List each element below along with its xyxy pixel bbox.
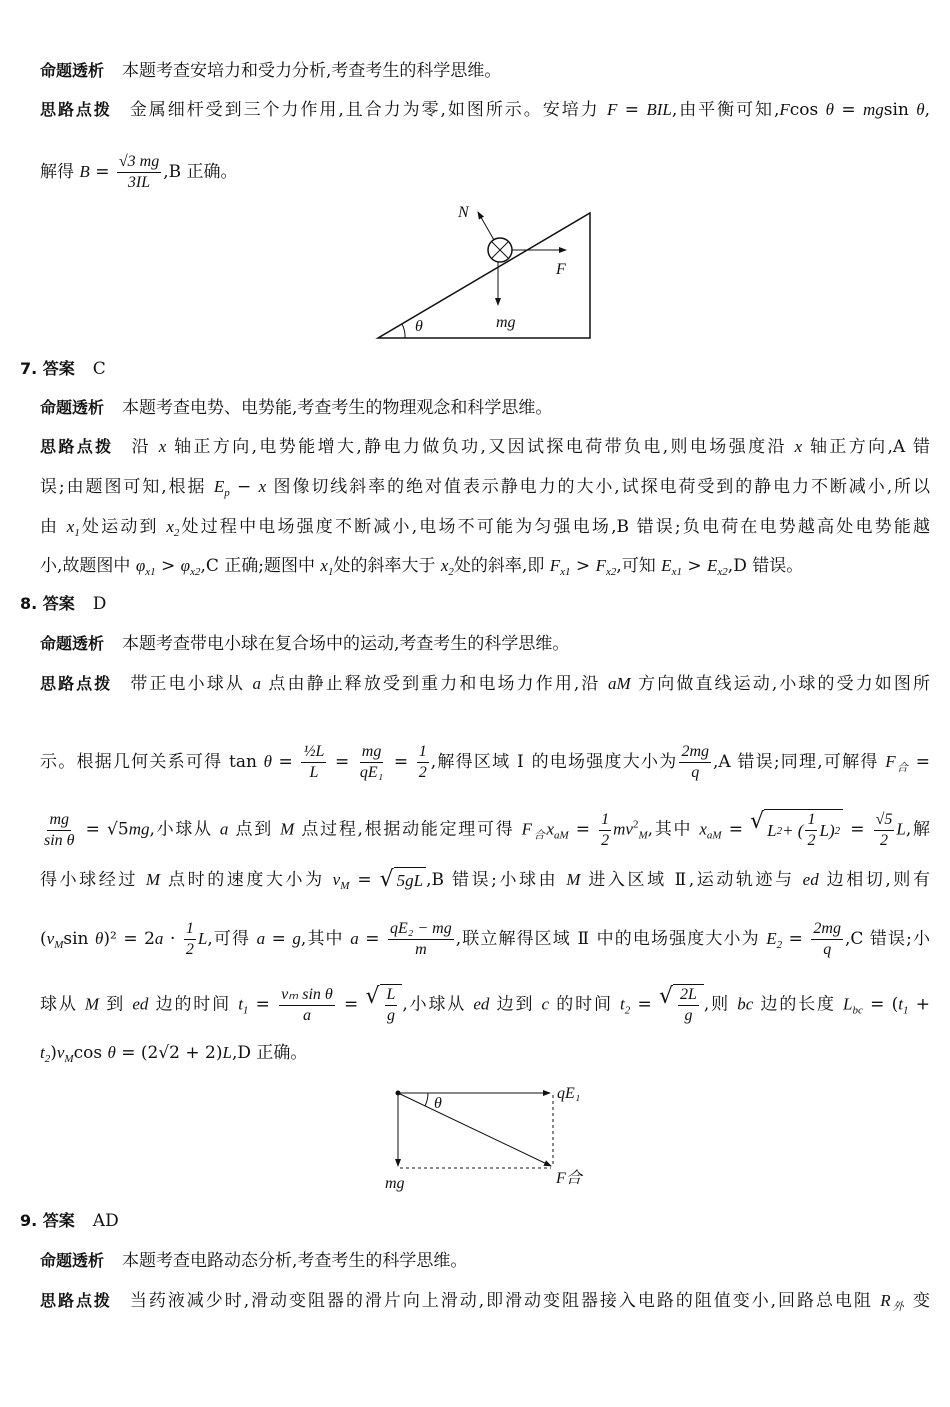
text: 变 (905, 1291, 930, 1311)
math-symbol: t (40, 1043, 45, 1062)
fraction-numerator: ½L (301, 742, 326, 763)
text: ,解 (905, 819, 930, 840)
fraction-numerator: qE₂ − mg (388, 919, 454, 940)
subscript: 2 (776, 939, 783, 951)
math-symbol: x (794, 437, 803, 456)
section-label: 7. 答案 (20, 359, 75, 378)
text: = (909, 752, 931, 772)
math-symbol: x (158, 437, 167, 456)
fraction-numerator: 1 (805, 810, 817, 831)
text: = (358, 929, 386, 949)
subscript: x2 (717, 566, 728, 578)
radical-sign-icon: √ (365, 984, 380, 1009)
text: ,解得区域 Ⅰ 的电场强度大小为 (430, 752, 678, 772)
text: + (908, 994, 930, 1015)
fraction-denominator: 3IL (127, 174, 151, 191)
text: + ( (782, 820, 804, 840)
math-symbol: ed (802, 870, 819, 889)
section-label: 9. 答案 (20, 1211, 75, 1230)
subscript: x1 (671, 566, 682, 578)
math-symbol: E (661, 556, 672, 575)
text: = (843, 819, 872, 840)
text: 本题考查电势、电势能,考查考生的物理观念和科学思维。 (122, 398, 553, 418)
text: 处的斜率,即 (453, 556, 550, 576)
math-symbol: M (566, 870, 581, 889)
fraction-numerator: 2mg (679, 742, 711, 763)
fraction-denominator: q (823, 941, 832, 958)
radical-sign-icon: √ (658, 984, 674, 1009)
text: = (387, 752, 415, 772)
text: = (328, 752, 356, 772)
subscript: M (64, 1053, 74, 1065)
math-symbol: θ (916, 100, 925, 119)
fraction-denominator: 2 (185, 941, 194, 958)
fraction-numerator: mg (47, 810, 71, 831)
math-symbol: mg (128, 819, 150, 839)
section-label: 思路点拨 (40, 437, 114, 456)
section-label: 命题透析 (40, 1251, 105, 1270)
text: cos (73, 1043, 108, 1063)
text: ,D 错误。 (727, 556, 804, 576)
math-symbol: F (549, 556, 561, 575)
text: ( (40, 929, 47, 949)
math-symbol: M (84, 994, 100, 1014)
math-symbol: a (252, 674, 261, 693)
subscript: 1 (902, 1004, 909, 1017)
text: 示。根据几何关系可得 tan (40, 752, 264, 772)
text: 的时间 (549, 994, 621, 1015)
text: 误;由题图可知,根据 (40, 477, 214, 497)
math-symbol: t (238, 994, 243, 1014)
section-label: 思路点拨 (40, 674, 113, 693)
text: 点到 (228, 819, 281, 840)
text: ,B 错误;小球由 (426, 870, 567, 890)
math-symbol: aM (608, 674, 631, 693)
text: 到 (99, 994, 133, 1015)
text: ,由平衡可知, (671, 100, 780, 120)
math-symbol: mv (613, 819, 633, 839)
fraction-denominator: g (684, 1007, 693, 1024)
math-symbol: θ (825, 100, 834, 119)
label-f-net: F合 (556, 1170, 582, 1187)
math-symbol: x (699, 819, 707, 839)
text: = (630, 994, 659, 1015)
label-theta: θ (434, 1095, 442, 1112)
text: ,小球从 (149, 819, 220, 840)
fraction-numerator: 2L (678, 985, 699, 1006)
math-symbol: x (440, 556, 449, 575)
fraction-denominator: q (691, 764, 700, 781)
math-symbol: φ (180, 556, 191, 575)
math-symbol: E (766, 929, 777, 948)
math-symbol: x (546, 819, 554, 839)
fraction-denominator: 2 (807, 832, 816, 849)
fraction-denominator: qE₁ (359, 764, 384, 781)
text: = (265, 929, 293, 949)
math-symbol: BIL (646, 100, 672, 119)
subscript: aM (706, 829, 722, 842)
text: 边相切,则有 (818, 870, 930, 890)
subscript: 2 (173, 527, 180, 539)
superscript: 2 (834, 824, 841, 837)
label-mg: mg (496, 314, 516, 331)
text: = (248, 994, 278, 1015)
math-symbol: t (620, 994, 625, 1014)
text: = (833, 100, 863, 120)
math-symbol: θ (107, 1043, 116, 1062)
math-symbol: L (819, 820, 829, 840)
math-symbol: g (292, 929, 301, 948)
fraction-numerator: 1 (599, 810, 611, 831)
text: 边的时间 (148, 994, 239, 1015)
math-symbol: c (541, 994, 550, 1014)
text: 球从 (40, 994, 85, 1015)
text: ) (828, 820, 835, 840)
math-symbol: x (258, 477, 267, 496)
text: = (349, 870, 380, 890)
text: · (163, 929, 182, 949)
text: ,A 错误;同理,可解得 (713, 752, 886, 772)
math-symbol: v (56, 1043, 65, 1062)
text: = (89, 162, 115, 182)
radical-sign-icon: √ (750, 809, 765, 834)
math-symbol: x (320, 556, 328, 575)
text: cos (789, 100, 826, 120)
text: sin (883, 100, 917, 120)
math-symbol: E (707, 556, 718, 575)
subscript: 2 (448, 566, 454, 578)
subscript: bc (852, 1004, 863, 1017)
text: 点由静止释放受到重力和电场力作用,沿 (260, 674, 609, 694)
math-symbol: M (145, 870, 161, 889)
text: 边到 (489, 994, 542, 1015)
subscript: x1 (560, 566, 571, 578)
text: ,C 错误;小 (844, 929, 930, 949)
text: = (617, 100, 647, 120)
fraction-denominator: g (386, 1007, 395, 1024)
fraction-numerator: 1 (417, 742, 429, 763)
fraction-numerator: 2mg (811, 919, 843, 940)
text: = (721, 819, 751, 840)
subscript: 1 (74, 527, 80, 539)
fraction-numerator: √5 (874, 810, 895, 831)
math-symbol: bc (737, 994, 754, 1014)
text: > (681, 556, 708, 576)
text: > (155, 556, 181, 576)
math-symbol: x (66, 517, 75, 536)
text: 轴正方向,A 错 (802, 437, 930, 457)
text: 图像切线斜率的绝对值表示静电力的大小,试探电荷受到的静电力不断减小,所以 (266, 477, 930, 497)
radical-sign-icon: √ (379, 867, 394, 892)
text: − (229, 477, 259, 497)
text: D (92, 594, 107, 614)
text: 得小球经过 (40, 870, 146, 890)
label-f: F (556, 261, 566, 278)
text: 处运动到 (79, 517, 167, 537)
subscript: x2 (605, 566, 617, 578)
math-symbol: F (595, 556, 606, 575)
incline-diagram (378, 204, 590, 338)
fraction-numerator: √3 mg (117, 152, 161, 173)
superscript: 2 (632, 818, 639, 831)
text: 小,故题图中 (40, 556, 136, 576)
text: C (92, 359, 106, 379)
subscript: 合 (895, 762, 910, 774)
text: 由 (40, 517, 67, 537)
math-symbol: t (898, 994, 903, 1014)
math-symbol: mg (862, 100, 884, 119)
text: 金属细杆受到三个力作用,且合力为零,如图所示。安培力 (129, 100, 607, 120)
text: 解得 (40, 162, 80, 182)
math-symbol: v (46, 929, 55, 948)
text: ,C 正确;题图中 (200, 556, 321, 576)
text: = (568, 819, 598, 840)
label-n: N (458, 204, 469, 221)
subscript: x2 (190, 566, 201, 578)
math-symbol: a (154, 929, 164, 948)
fraction-numerator: L (385, 985, 398, 1006)
text: 方向做直线运动,小球的受力如图所 (630, 674, 930, 694)
text: ,D 正确。 (231, 1043, 308, 1063)
text: = (2√2 + 2) (115, 1043, 223, 1063)
math-symbol: L (896, 819, 906, 839)
section-label: 思路点拨 (40, 100, 112, 119)
fraction-denominator: a (302, 1006, 311, 1024)
math-symbol: F (779, 100, 790, 119)
math-symbol: L (222, 1043, 232, 1062)
superscript: 2 (776, 824, 783, 837)
label-theta: θ (415, 318, 423, 335)
math-symbol: F (606, 100, 618, 119)
fraction-denominator: 2 (418, 764, 427, 781)
text: ,小球从 (402, 994, 474, 1015)
text: 本题考查带电小球在复合场中的运动,考查考生的科学思维。 (122, 634, 570, 654)
math-symbol: φ (135, 556, 146, 575)
text: ,其中 (300, 929, 351, 949)
text: ,可得 (207, 929, 257, 949)
subscript: M (54, 939, 64, 951)
subscript: 1 (242, 1004, 249, 1017)
math-symbol: R (880, 1291, 891, 1310)
text: 本题考查电路动态分析,考查考生的科学思维。 (122, 1251, 468, 1271)
subscript: 1 (327, 566, 334, 578)
math-symbol: F (521, 819, 532, 839)
text: 进入区域 Ⅱ,运动轨迹与 (580, 870, 803, 890)
fraction-denominator: 2 (601, 831, 610, 849)
math-symbol: E (213, 477, 225, 496)
subscript: M (638, 829, 648, 842)
math-symbol: θ (263, 752, 272, 771)
section-label: 命题透析 (40, 61, 105, 80)
math-symbol: M (280, 819, 295, 839)
text: ,则 (703, 994, 738, 1015)
fraction-denominator: sin θ (44, 831, 75, 849)
subscript: x1 (145, 566, 156, 578)
math-symbol: v (332, 870, 341, 889)
text: > (570, 556, 596, 576)
math-symbol: L (767, 820, 777, 840)
text: ,其中 (647, 819, 700, 840)
math-symbol: F (885, 752, 896, 771)
text: , (924, 100, 930, 120)
section-label: 命题透析 (40, 398, 105, 417)
fraction-denominator: m (415, 941, 427, 958)
fraction-denominator: L (309, 764, 319, 781)
math-symbol: θ (95, 929, 104, 948)
subscript: aM (553, 829, 569, 842)
fraction-numerator: 1 (184, 919, 196, 940)
text: 点时的速度大小为 (160, 870, 333, 890)
text: sin (63, 929, 95, 949)
text: 5gL (396, 871, 424, 890)
text: 处的斜率大于 (333, 556, 441, 576)
force-triangle-diagram (385, 1085, 584, 1192)
fraction-denominator: 2 (880, 831, 888, 849)
text: AD (92, 1211, 119, 1231)
text: 当药液减少时,滑动变阻器的滑片向上滑动,即滑动变阻器接入电路的阻值变小,回路总电阻 (129, 1291, 881, 1311)
text: = (782, 929, 810, 949)
math-symbol: B (79, 162, 90, 181)
label-qe1: qE₁ (557, 1085, 581, 1102)
text: = √5 (78, 819, 129, 840)
fraction-numerator: mg (360, 742, 384, 763)
text: ) (50, 1043, 57, 1063)
subscript: 合 (531, 829, 547, 842)
section-label: 8. 答案 (20, 594, 75, 613)
text: 边的长度 (753, 994, 844, 1015)
text: ,B 正确。 (163, 162, 238, 182)
math-symbol: L (843, 994, 853, 1014)
text: 本题考查安培力和受力分析,考查考生的科学思维。 (122, 61, 502, 81)
section-label: 命题透析 (40, 634, 105, 653)
math-symbol: ed (473, 994, 490, 1014)
label-mg: mg (385, 1175, 405, 1192)
text: 处过程中电场强度不断减小,电场不可能为匀强电场,B 错误;负电荷在电势越高处电势能越 (179, 517, 931, 537)
math-symbol: x (166, 517, 174, 536)
math-symbol: a (350, 929, 359, 948)
text: 点过程,根据动能定理可得 (294, 819, 522, 840)
math-symbol: a (219, 819, 229, 839)
text: ,可知 (616, 556, 662, 576)
fraction-numerator: vₘ sin θ (279, 985, 335, 1006)
text: = ( (862, 994, 899, 1015)
math-symbol: a (256, 929, 266, 948)
subscript: p (224, 487, 230, 499)
math-symbol: L (197, 929, 208, 948)
text: = (271, 752, 300, 772)
subscript: 2 (44, 1053, 51, 1065)
section-label: 思路点拨 (40, 1291, 112, 1310)
subscript: M (340, 880, 350, 892)
subscript: 外 (890, 1301, 906, 1313)
text: )² = 2 (103, 929, 155, 949)
subscript: 2 (624, 1004, 631, 1017)
text: 沿 (131, 437, 159, 457)
text: 带正电小球从 (130, 674, 253, 694)
math-symbol: ed (132, 994, 149, 1014)
text: 轴正方向,电势能增大,静电力做负功,又因试探电荷带负电,则电场强度沿 (166, 437, 795, 457)
text: ,联立解得区域 Ⅱ 中的电场强度大小为 (455, 929, 767, 949)
text: = (336, 994, 366, 1015)
